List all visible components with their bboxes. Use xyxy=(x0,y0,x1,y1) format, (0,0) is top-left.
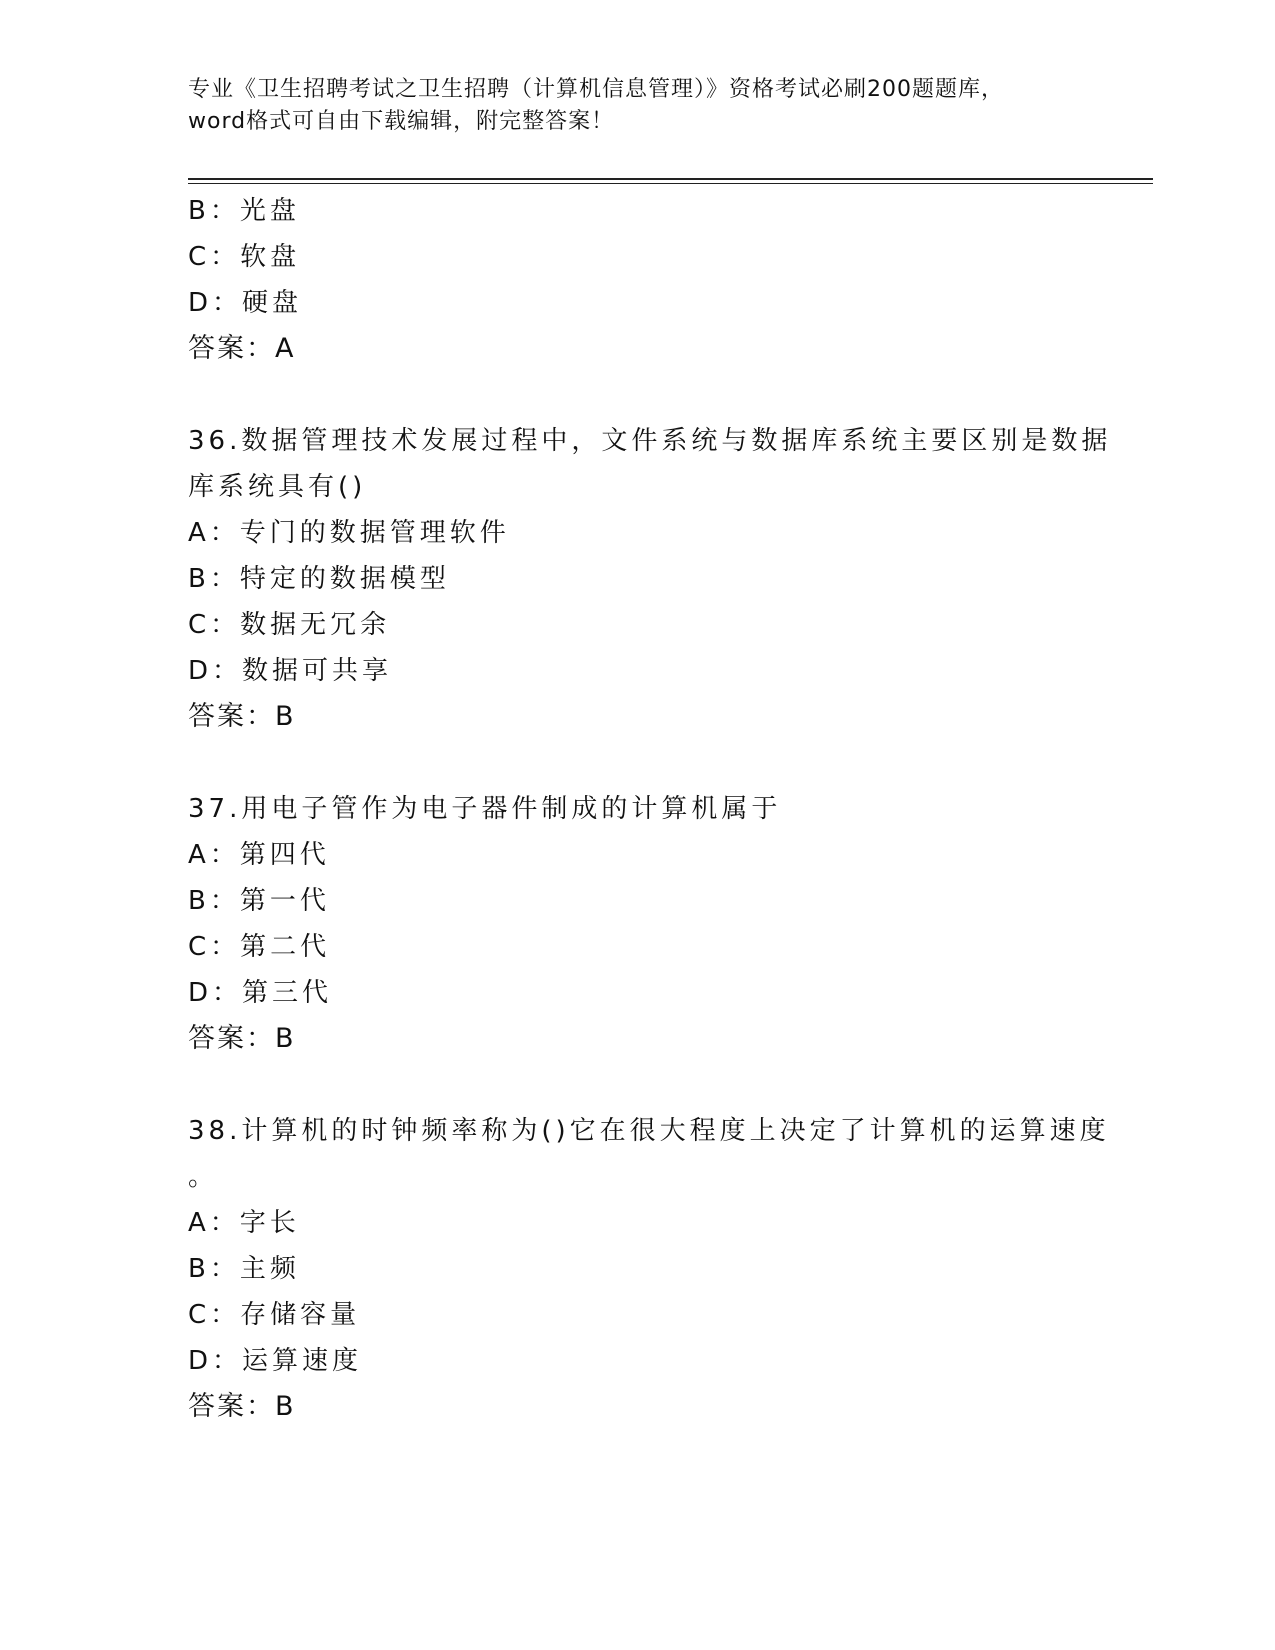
option-c: C：数据无冗余 xyxy=(188,610,391,640)
question-38 xyxy=(188,1108,1108,1430)
option-a: A：字长 xyxy=(188,1208,300,1238)
option-c: C：软盘 xyxy=(188,242,301,272)
spacer xyxy=(188,740,1108,786)
spacer xyxy=(188,372,1108,418)
answer: 答案：B xyxy=(188,1023,296,1054)
option-c: C：第二代 xyxy=(188,932,331,962)
question-stem: 库系统具有() xyxy=(188,472,367,502)
question-37 xyxy=(188,786,1108,1062)
question-35-continued xyxy=(188,188,1108,372)
option-d: D：数据可共享 xyxy=(188,656,393,686)
document-header xyxy=(188,74,1088,138)
option-d: D：硬盘 xyxy=(188,288,303,318)
option-a: A：专门的数据管理软件 xyxy=(188,518,510,548)
option-a: A：第四代 xyxy=(188,840,330,870)
question-list xyxy=(188,188,1112,1430)
header-divider-thick xyxy=(188,178,1153,180)
question-stem: 36.数据管理技术发展过程中，文件系统与数据库系统主要区别是数据 xyxy=(188,426,1112,456)
header-line-1: 专业《卫生招聘考试之卫生招聘（计算机信息管理）》资格考试必刷200题题库， xyxy=(188,77,1004,102)
question-36 xyxy=(188,418,1112,740)
header-line-2: word格式可自由下载编辑，附完整答案！ xyxy=(188,109,615,134)
option-b: B：主频 xyxy=(188,1254,300,1284)
option-b: B：光盘 xyxy=(188,196,300,226)
option-d: D：运算速度 xyxy=(188,1346,363,1376)
answer: 答案：B xyxy=(188,1391,296,1422)
option-b: B：特定的数据模型 xyxy=(188,564,450,594)
answer: 答案：A xyxy=(188,333,296,364)
question-stem: 。 xyxy=(188,1162,219,1192)
answer: 答案：B xyxy=(188,701,296,732)
header-divider-thin xyxy=(188,183,1153,184)
question-stem: 38.计算机的时钟频率称为()它在很大程度上决定了计算机的运算速度 xyxy=(188,1116,1110,1146)
question-stem: 37.用电子管作为电子器件制成的计算机属于 xyxy=(188,794,782,824)
option-d: D：第三代 xyxy=(188,978,333,1008)
option-c: C：存储容量 xyxy=(188,1300,361,1330)
spacer xyxy=(188,1062,1108,1108)
option-b: B：第一代 xyxy=(188,886,330,916)
